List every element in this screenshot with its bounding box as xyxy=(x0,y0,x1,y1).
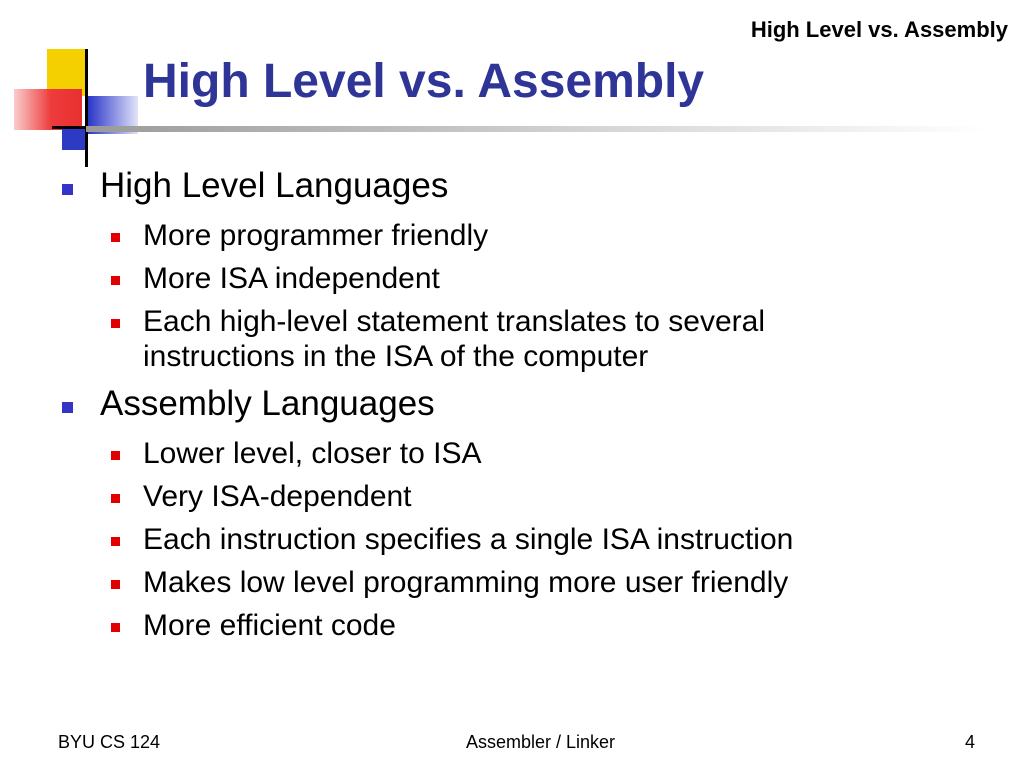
list-item xyxy=(60,261,990,296)
square-bullet-icon xyxy=(111,623,120,632)
list-item-text: More efficient code xyxy=(143,609,396,642)
list-item xyxy=(60,479,990,514)
list-item-text: Each high-level statement translates to several instructions in the ISA of the computer xyxy=(143,305,765,373)
square-bullet-icon xyxy=(62,402,73,413)
list-item xyxy=(60,218,990,253)
footer-topic: Assembler / Linker xyxy=(466,732,616,752)
section-heading-assembly xyxy=(60,380,990,428)
square-bullet-icon xyxy=(111,580,120,589)
logo-vertical-line xyxy=(85,49,88,167)
section-heading-high-level xyxy=(60,162,990,210)
square-bullet-icon xyxy=(111,537,120,546)
list-item xyxy=(60,436,990,471)
footer-course: BYU CS 124 xyxy=(58,732,161,752)
list-item xyxy=(60,304,990,374)
decorative-logo-icon xyxy=(0,0,160,180)
list-item xyxy=(60,608,990,643)
title-divider xyxy=(86,126,986,132)
square-bullet-icon xyxy=(111,451,120,460)
list-item-text: Each instruction specifies a single ISA instruction xyxy=(143,523,794,556)
square-bullet-icon xyxy=(111,276,120,285)
list-item xyxy=(60,522,990,557)
slide-content xyxy=(60,160,990,643)
logo-red-square xyxy=(14,89,82,130)
running-header-title: High Level vs. Assembly xyxy=(750,17,1008,42)
square-bullet-icon xyxy=(111,319,120,328)
section-heading-text: High Level Languages xyxy=(100,166,449,205)
square-bullet-icon xyxy=(62,184,73,195)
slide-title: High Level vs. Assembly xyxy=(143,55,705,108)
list-item-text: Lower level, closer to ISA xyxy=(143,437,482,470)
square-bullet-icon xyxy=(111,494,120,503)
section-heading-text: Assembly Languages xyxy=(100,384,435,423)
list-item-text: More programmer friendly xyxy=(143,219,489,252)
square-bullet-icon xyxy=(111,233,120,242)
list-item-text: Makes low level programming more user friendly xyxy=(143,566,789,599)
list-item-text: More ISA independent xyxy=(143,262,440,295)
page-number: 4 xyxy=(964,732,975,752)
list-item xyxy=(60,565,990,600)
list-item-text: Very ISA-dependent xyxy=(143,480,412,513)
